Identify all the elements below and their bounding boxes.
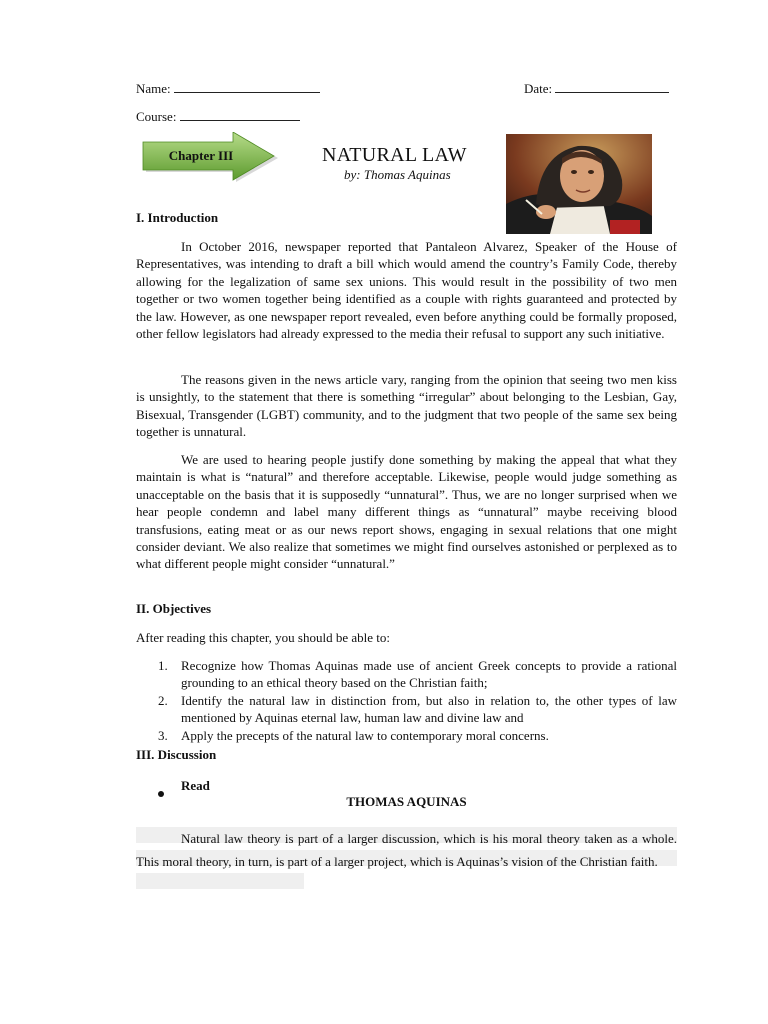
list-item-text: Recognize how Thomas Aquinas made use of ancient Greek concepts to provide a rational grounding to an ethical theory based on the Christian faith;: [181, 658, 677, 691]
intro-paragraph-2: The reasons given in the news article vary, ranging from the opinion that seeing two men kiss is unsightly, to the statement that there is something “irregular” about belonging to the Lesbian, Gay, Bisexual, Transgender (LGBT) community, and to the judgment that two people of the same sex being together is unnatural.: [136, 372, 677, 440]
intro-paragraph-1: In October 2016, newspaper reported that Pantaleon Alvarez, Speaker of the House of Representatives, was intending to draft a bill which would amend the country’s Family Code, thereby allowing for the legalization of same sex unions. This would result in the possibility of two men together or two women together being identified as a couple with rights guaranteed and protected by the law. However, as one newspaper report revealed, even before anything could be formally proposed, other fellow legislators had already expressed to the media their refusal to support any such initiative.: [136, 239, 677, 342]
list-item: [136, 727, 677, 744]
objectives-heading: II. Objectives: [136, 601, 212, 616]
highlight-band: [136, 873, 304, 889]
page-title: NATURAL LAW: [322, 144, 467, 166]
list-item: [136, 657, 677, 692]
read-label: Read: [181, 778, 210, 793]
objectives-lead: After reading this chapter, you should be able to:: [136, 630, 390, 645]
intro-paragraph-3: We are used to hearing people justify done something by making the appeal that what they maintain is what is “natural” and therefore acceptable. Likewise, people would judge something as unacceptable on the basis that it is supposedly “unnatural”. Thus, we are no longer surprised when we hear people condemn and label many different things as “unnatural” maybe receiving blood transfusions, eating meat or as our news report shows, engaging in sexual relations that one might consider deviant. We also realize that sometimes we might find ourselves astonished or perplexed as to what different people might consider “unnatural.”: [136, 452, 677, 572]
list-item: [136, 692, 677, 727]
list-item-number: 3.: [158, 727, 168, 743]
thomas-aquinas-portrait-icon: [506, 134, 652, 234]
date-field: [524, 79, 669, 97]
discussion-paragraph: Natural law theory is part of a larger discussion, which is his moral theory taken as a whole. This moral theory, in turn, is part of a larger project, which is Aquinas’s vision of the Christian faith.: [136, 831, 677, 869]
list-item-number: 2.: [158, 692, 168, 708]
date-blank[interactable]: [555, 79, 669, 93]
course-label: Course:: [136, 109, 177, 124]
date-label: Date:: [524, 81, 553, 96]
name-field: [136, 79, 320, 97]
objectives-list: [136, 657, 677, 744]
discussion-heading: III. Discussion: [136, 747, 217, 762]
name-label: Name:: [136, 81, 171, 96]
course-blank[interactable]: [180, 107, 300, 121]
page-subtitle: by: Thomas Aquinas: [344, 167, 451, 182]
list-item-text: Apply the precepts of the natural law to contemporary moral concerns.: [181, 727, 549, 743]
chapter-label: Chapter III: [168, 148, 234, 163]
list-item-number: 1.: [158, 658, 168, 673]
list-item-text: Identify the natural law in distinction from, but also in relation to, the other types of law mentioned by Aquinas eternal law, human law and divine law and: [181, 692, 677, 726]
course-field: [136, 107, 300, 125]
intro-heading: I. Introduction: [136, 210, 219, 225]
name-blank[interactable]: [174, 79, 320, 93]
reading-title: THOMAS AQUINAS: [346, 794, 467, 809]
